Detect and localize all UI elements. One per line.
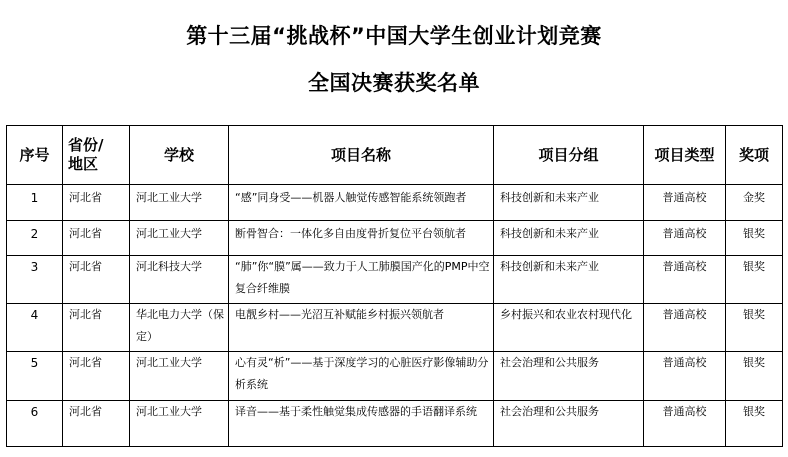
header-project: 项目名称 <box>229 126 494 185</box>
cell-region: 河北省 <box>63 256 130 304</box>
cell-award: 金奖 <box>726 185 783 221</box>
cell-type: 普通高校 <box>644 401 726 447</box>
cell-region: 河北省 <box>63 304 130 352</box>
header-no: 序号 <box>7 126 63 185</box>
cell-no: 1 <box>7 185 63 221</box>
cell-no: 3 <box>7 256 63 304</box>
cell-type: 普通高校 <box>644 256 726 304</box>
table-row <box>7 256 783 304</box>
cell-type: 普通高校 <box>644 352 726 401</box>
cell-region: 河北省 <box>63 401 130 447</box>
cell-group: 科技创新和未来产业 <box>494 221 644 256</box>
cell-region: 河北省 <box>63 221 130 256</box>
header-award: 奖项 <box>726 126 783 185</box>
cell-group: 科技创新和未来产业 <box>494 185 644 221</box>
table-header-row <box>7 126 783 185</box>
cell-award: 银奖 <box>726 401 783 447</box>
cell-project: “感”同身受——机器人触觉传感智能系统领跑者 <box>229 185 494 221</box>
cell-no: 5 <box>7 352 63 401</box>
header-school: 学校 <box>130 126 229 185</box>
cell-type: 普通高校 <box>644 304 726 352</box>
cell-type: 普通高校 <box>644 185 726 221</box>
cell-project: 译音——基于柔性触觉集成传感器的手语翻译系统 <box>229 401 494 447</box>
document-subtitle: 全国决赛获奖名单 <box>308 71 480 95</box>
cell-project: 心有灵“析”——基于深度学习的心脏医疗影像辅助分析系统 <box>229 352 494 401</box>
cell-group: 社会治理和公共服务 <box>494 352 644 401</box>
table-row <box>7 352 783 401</box>
cell-region: 河北省 <box>63 185 130 221</box>
cell-project: “肺”你“膜”属——致力于人工肺膜国产化的PMP中空复合纤维膜 <box>229 256 494 304</box>
cell-award: 银奖 <box>726 352 783 401</box>
cell-school: 华北电力大学（保定） <box>130 304 229 352</box>
cell-award: 银奖 <box>726 304 783 352</box>
cell-no: 2 <box>7 221 63 256</box>
document-title: 第十三届“挑战杯”中国大学生创业计划竞赛 <box>186 24 602 48</box>
cell-project: 断骨智合：一体化多自由度骨折复位平台领航者 <box>229 221 494 256</box>
cell-school: 河北工业大学 <box>130 352 229 401</box>
cell-award: 银奖 <box>726 256 783 304</box>
cell-type: 普通高校 <box>644 221 726 256</box>
table-row <box>7 304 783 352</box>
cell-group: 科技创新和未来产业 <box>494 256 644 304</box>
cell-school: 河北科技大学 <box>130 256 229 304</box>
cell-no: 4 <box>7 304 63 352</box>
table-row <box>7 185 783 221</box>
cell-school: 河北工业大学 <box>130 185 229 221</box>
cell-school: 河北工业大学 <box>130 221 229 256</box>
header-region-line2: 地区 <box>68 155 99 173</box>
header-region-line1: 省份/ <box>68 136 104 154</box>
cell-group: 乡村振兴和农业农村现代化 <box>494 304 644 352</box>
cell-no: 6 <box>7 401 63 447</box>
table-row <box>7 401 783 447</box>
header-region <box>63 126 130 185</box>
cell-award: 银奖 <box>726 221 783 256</box>
table-row <box>7 221 783 256</box>
header-group: 项目分组 <box>494 126 644 185</box>
awards-table <box>6 125 783 447</box>
cell-group: 社会治理和公共服务 <box>494 401 644 447</box>
cell-project: 电靓乡村——光沼互补赋能乡村振兴领航者 <box>229 304 494 352</box>
header-type: 项目类型 <box>644 126 726 185</box>
cell-school: 河北工业大学 <box>130 401 229 447</box>
cell-region: 河北省 <box>63 352 130 401</box>
